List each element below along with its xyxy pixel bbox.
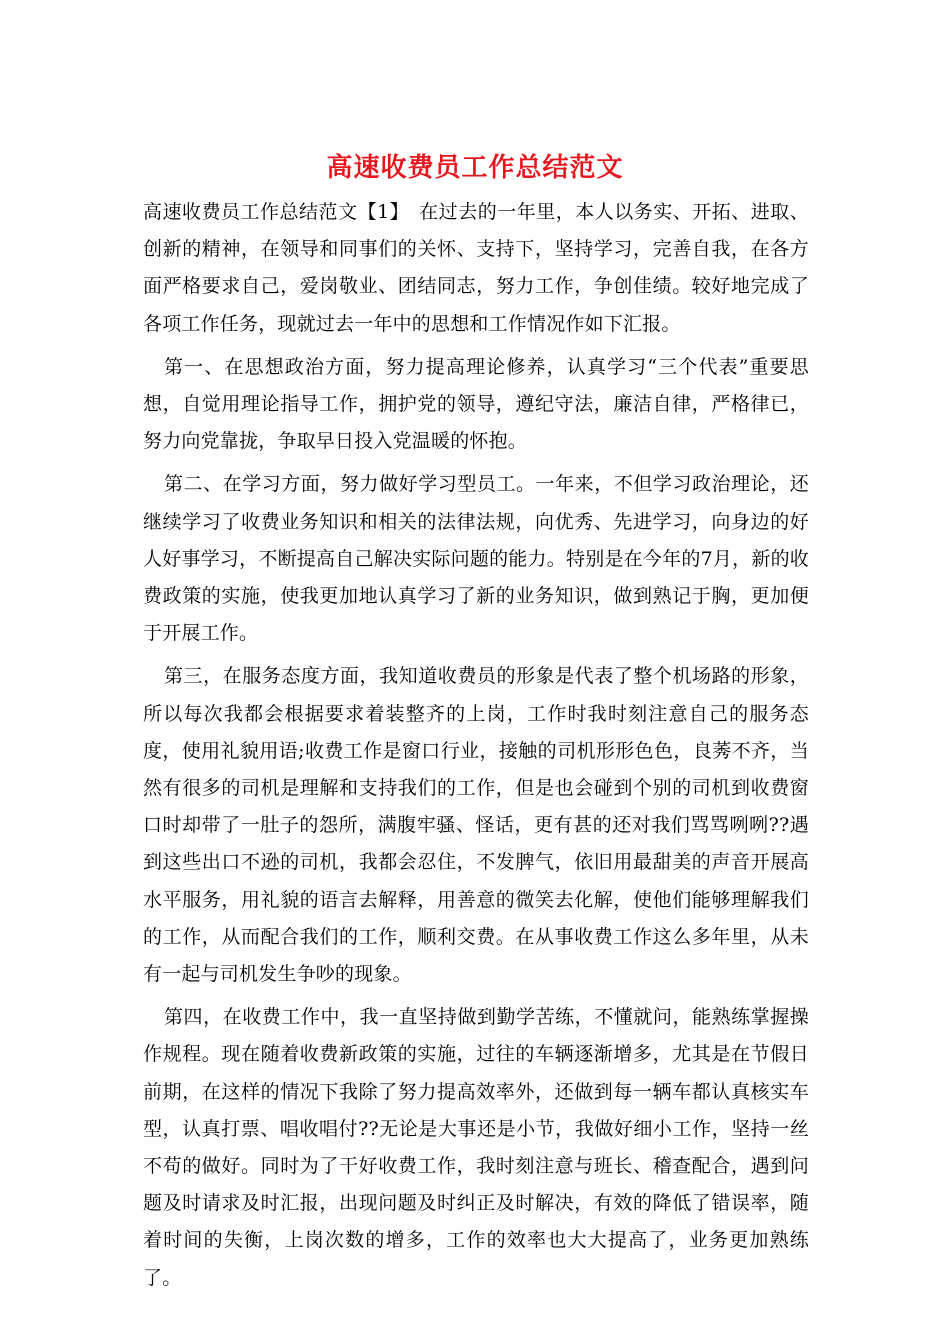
paragraph-third: 第三，在服务态度方面，我知道收费员的形象是代表了整个机场路的形象，所以每次我都会根据要求着装整齐的上岗，工作时我时刻注意自己的服务态度，使用礼貌用语;收费工作是窗口行业，接触的司机形形色色，良莠不齐，当然有很多的司机是理解和支持我们的工作，但是也会碰到个别的司机到收费窗口时却带了一肚子的怨所，满腹牢骚、怪话，更有甚的还对我们骂骂咧咧??遇到这些出口不逊的司机，我都会忍住，不发脾气，依旧用最甜美的声音开展高水平服务，用礼貌的语言去解释，用善意的微笑去化解，使他们能够理解我们的工作，从而配合我们的工作，顺利交费。在从事收费工作这么多年里，从未有一起与司机发生争吵的现象。 — [143, 665, 809, 986]
paragraph-fourth: 第四，在收费工作中，我一直坚持做到勤学苦练，不懂就问，能熟练掌握操作规程。现在随着收费新政策的实施，过往的车辆逐渐增多，尤其是在节假日前期，在这样的情况下我除了努力提高效率外，还做到每一辆车都认真核实车型，认真打票、唱收唱付??无论是大事还是小节，我做好细小工作，坚持一丝不苟的做好。同时为了干好收费工作，我时刻注意与班长、稽查配合，遇到问题及时请求及时汇报，出现问题及时纠正及时解决，有效的降低了错误率，随着时间的失衡，上岗次数的增多，工作的效率也大大提高了，业务更加熟练了。 — [143, 1006, 809, 1289]
document-body — [143, 194, 809, 1303]
paragraph-intro: 高速收费员工作总结范文【1】 在过去的一年里，本人以务实、开拓、进取、创新的精神，在领导和同事们的关怀、支持下，坚持学习，完善自我，在各方面严格要求自己，爱岗敬业、团结同志，努力工作，争创佳绩。较好地完成了各项工作任务，现就过去一年中的思想和工作情况作如下汇报。 — [143, 201, 809, 335]
paragraph-first: 第一、在思想政治方面，努力提高理论修养，认真学习“三个代表”重要思想，自觉用理论指导工作，拥护党的领导，遵纪守法，廉洁自律，严格律已，努力向党靠拢，争取早日投入党温暖的怀抱。 — [143, 355, 809, 453]
paragraph-second: 第二、在学习方面，努力做好学习型员工。一年来，不但学习政治理论，还继续学习了收费业务知识和相关的法律法规，向优秀、先进学习，向身边的好人好事学习，不断提高自己解决实际问题的能力。特别是在今年的7月，新的收费政策的实施，使我更加地认真学习了新的业务知识，做到熟记于胸，更加便于开展工作。 — [143, 473, 809, 645]
document-title: 高速收费员工作总结范文 — [326, 153, 624, 183]
